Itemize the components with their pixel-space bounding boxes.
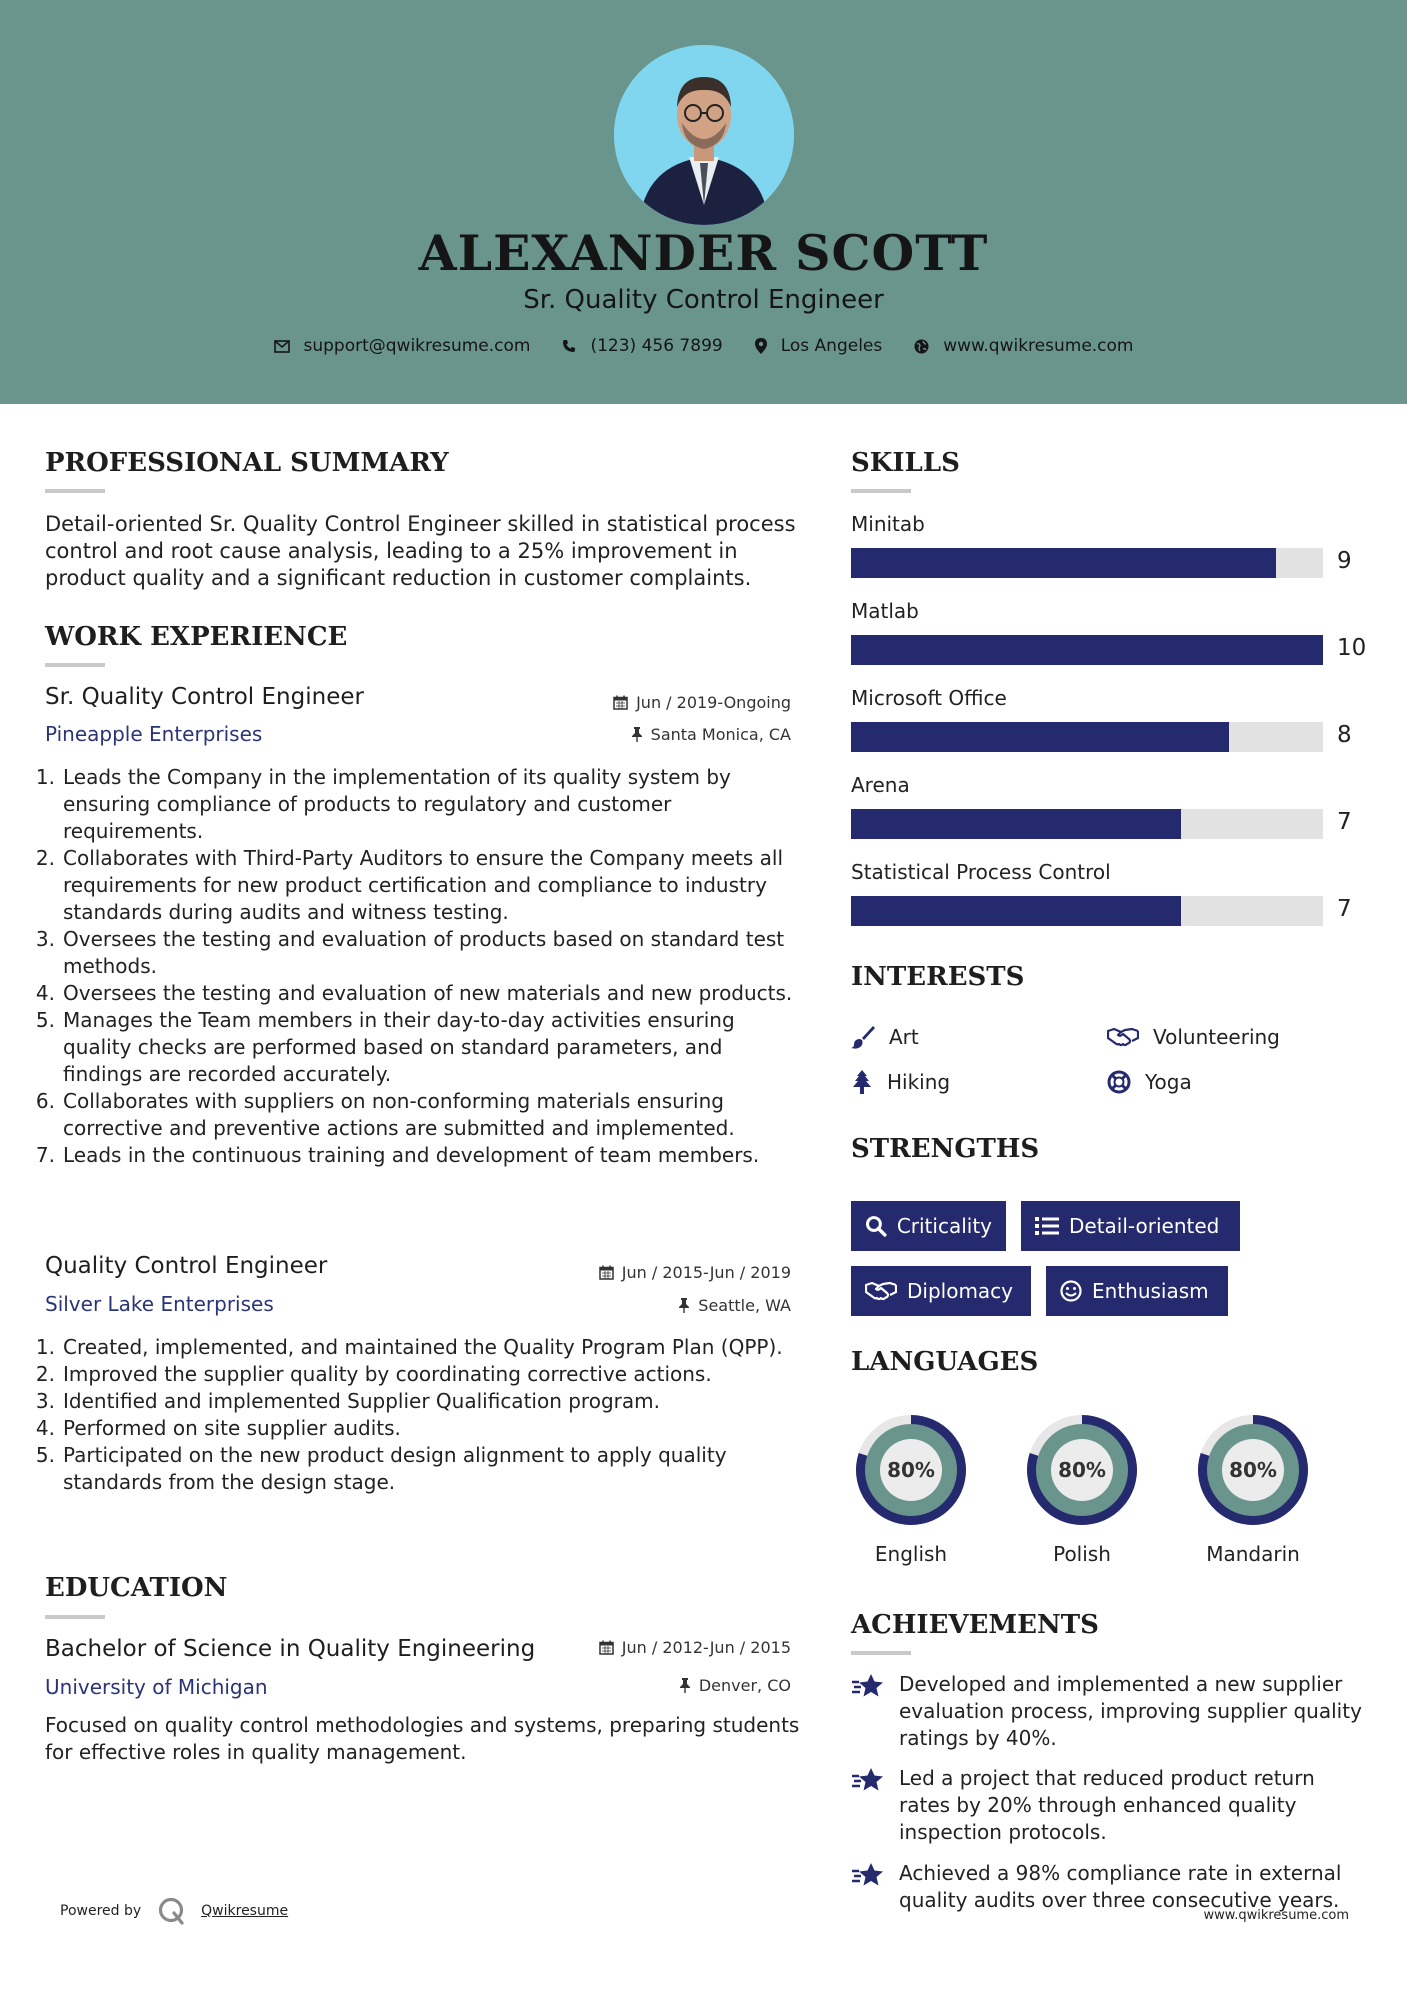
interest-label: Hiking (887, 1070, 951, 1094)
experience-heading: WORK EXPERIENCE (45, 622, 348, 652)
skill-label: Microsoft Office (851, 686, 1007, 710)
contact-email[interactable] (274, 336, 531, 356)
list-item: 1. Created, implemented, and maintained the Quality Program Plan (QPP). (35, 1335, 783, 1359)
strength-badge-enthusiasm (1046, 1266, 1228, 1316)
contact-website-text: www.qwikresume.com (943, 336, 1134, 356)
contact-location-text: Los Angeles (780, 336, 883, 356)
list-item: 7. Leads in the continuous training and development of team members. (35, 1143, 760, 1167)
language-name: Polish (1053, 1542, 1111, 1566)
job-2-company: Silver Lake Enterprises (45, 1292, 274, 1316)
list-item: 6. Collaborates with suppliers on non-conforming materials ensuring corrective and preventive actions are submitted and implemented. (35, 1089, 735, 1140)
profile-photo (614, 45, 794, 225)
calendar-icon (613, 695, 628, 710)
job-2-location-text: Seattle, WA (698, 1296, 791, 1315)
strength-label: Diplomacy (907, 1279, 1014, 1303)
interest-volunteering (1107, 1025, 1280, 1049)
language-ring-chart (1020, 1408, 1144, 1532)
paintbrush-icon (851, 1025, 875, 1049)
skill-label: Minitab (851, 512, 925, 536)
job-2-dates-text: Jun / 2015-Jun / 2019 (621, 1263, 791, 1282)
language-ring (1020, 1408, 1144, 1536)
list-item: 3. Identified and implemented Supplier Qualification program. (35, 1389, 660, 1413)
search-icon (865, 1215, 887, 1237)
education-description: Focused on quality control methodologies and systems, preparing students for effective roles in quality management. (45, 1713, 800, 1764)
job-1-title: Sr. Quality Control Engineer (45, 684, 364, 710)
strengths-heading: STRENGTHS (851, 1134, 1040, 1164)
footer-site[interactable]: www.qwikresume.com (1203, 1908, 1349, 1923)
strength-badge-criticality (851, 1201, 1006, 1251)
skills-heading: SKILLS (851, 448, 960, 478)
skill-bar-track (851, 722, 1323, 752)
powered-by-label: Powered by (60, 1903, 142, 1919)
education-location-text: Denver, CO (698, 1676, 791, 1695)
language-percent: 80% (1058, 1458, 1106, 1482)
avatar (614, 45, 794, 225)
skills-divider (851, 489, 911, 493)
skill-bar-fill (851, 896, 1181, 926)
candidate-name: ALEXANDER SCOTT (418, 224, 989, 282)
list-item: 2. Collaborates with Third-Party Auditors to ensure the Company meets all requirements for new product certification and compliance to industry standards during audits and witness testing. (35, 846, 784, 924)
tree-icon (851, 1070, 873, 1094)
language-name: Mandarin (1206, 1542, 1300, 1566)
handshake-icon (865, 1280, 897, 1302)
skill-bar-fill (851, 635, 1323, 665)
trophy-star-icon (851, 1673, 885, 1699)
job-1-dates-text: Jun / 2019-Ongoing (636, 693, 791, 712)
handshake-icon (1107, 1026, 1139, 1048)
contact-location (755, 336, 883, 356)
experience-divider (45, 663, 105, 667)
language-ring-chart (849, 1408, 973, 1532)
skill-bar-track (851, 809, 1323, 839)
skill-bar-track (851, 548, 1323, 578)
skill-label: Statistical Process Control (851, 860, 1111, 884)
list-item: 3. Oversees the testing and evaluation of products based on standard test methods. (35, 927, 785, 978)
summary-text: Detail-oriented Sr. Quality Control Engineer skilled in statistical process control and root cause analysis, leading to a 25% improvement in product quality and a significant reduction in customer complaints. (45, 512, 796, 590)
education-location (679, 1676, 791, 1695)
job-1-dates (613, 693, 791, 712)
school-name: University of Michigan (45, 1675, 268, 1699)
skill-value: 9 (1337, 548, 1352, 574)
interest-label: Art (889, 1025, 919, 1049)
lifebuoy-icon (1107, 1070, 1131, 1094)
education-dates-text: Jun / 2012-Jun / 2015 (621, 1638, 791, 1657)
strength-label: Criticality (896, 1214, 992, 1238)
job-1-company: Pineapple Enterprises (45, 722, 263, 746)
list-icon (1035, 1216, 1059, 1236)
skill-value: 8 (1337, 722, 1352, 748)
calendar-icon (599, 1640, 614, 1655)
header-banner (0, 0, 1407, 404)
achievement-item: Achieved a 98% compliance rate in external quality audits over three consecutive years. (851, 1860, 1371, 1914)
interest-yoga (1107, 1070, 1192, 1094)
interest-label: Volunteering (1153, 1025, 1280, 1049)
strength-label: Detail-oriented (1069, 1214, 1220, 1238)
list-item: 1. Leads the Company in the implementation of its quality system by ensuring compliance of products to regulatory and customer requirements. (35, 765, 731, 843)
list-item: 5. Manages the Team members in their day-to-day activities ensuring quality checks are performed based on standard parameters, and findings are recorded accurately. (35, 1008, 735, 1086)
candidate-title: Sr. Quality Control Engineer (523, 285, 884, 315)
skill-label: Matlab (851, 599, 919, 623)
pushpin-icon (679, 1678, 691, 1693)
skill-value: 10 (1337, 635, 1367, 661)
job-1-location-text: Santa Monica, CA (650, 725, 791, 744)
skill-value: 7 (1337, 896, 1352, 922)
job-2-location (678, 1296, 791, 1315)
pushpin-icon (678, 1298, 690, 1313)
job-2-dates (599, 1263, 791, 1282)
achievements-heading: ACHIEVEMENTS (851, 1610, 1099, 1640)
achievements-divider (851, 1651, 911, 1655)
skill-label: Arena (851, 773, 910, 797)
calendar-icon (599, 1265, 614, 1280)
contact-website[interactable] (914, 336, 1133, 356)
phone-icon (562, 339, 576, 353)
job-2-duties (35, 1334, 795, 1496)
achievement-item: Developed and implemented a new supplier evaluation process, improving supplier quality ratings by 40%. (851, 1671, 1371, 1752)
job-1-location (631, 725, 791, 744)
contact-phone-text: (123) 456 7899 (590, 336, 723, 356)
skill-bar-fill (851, 722, 1229, 752)
skill-bar-fill (851, 809, 1181, 839)
trophy-star-icon (851, 1767, 885, 1793)
smile-icon (1060, 1280, 1082, 1302)
list-item: 5. Participated on the new product design alignment to apply quality standards from the design stage. (35, 1443, 727, 1494)
interests-heading: INTERESTS (851, 962, 1025, 992)
globe-icon (914, 339, 929, 354)
language-ring (1191, 1408, 1315, 1536)
summary-heading: PROFESSIONAL SUMMARY (45, 448, 449, 478)
language-name: English (874, 1542, 948, 1566)
language-percent: 80% (1229, 1458, 1277, 1482)
strength-badge-detail-oriented (1021, 1201, 1240, 1251)
contact-email-text: support@qwikresume.com (303, 336, 531, 356)
qwikresume-link[interactable]: Qwikresume (201, 1903, 289, 1919)
envelope-icon (274, 340, 290, 353)
qwikresume-logo-icon (157, 1896, 187, 1926)
map-pin-icon (755, 338, 767, 354)
education-divider (45, 1615, 105, 1619)
language-percent: 80% (887, 1458, 935, 1482)
list-item: 4. Performed on site supplier audits. (35, 1416, 401, 1440)
skill-bar-track (851, 635, 1323, 665)
achievement-item: Led a project that reduced product return rates by 20% through enhanced quality inspection protocols. (851, 1765, 1371, 1846)
skill-value: 7 (1337, 809, 1352, 835)
job-2-title: Quality Control Engineer (45, 1253, 328, 1279)
education-heading: EDUCATION (45, 1573, 228, 1603)
interest-art (851, 1025, 919, 1049)
job-1-duties (35, 764, 795, 1169)
contact-phone[interactable] (562, 336, 722, 356)
contact-bar (0, 336, 1407, 356)
list-item: 2. Improved the supplier quality by coordinating corrective actions. (35, 1362, 712, 1386)
trophy-star-icon (851, 1862, 885, 1888)
languages-heading: LANGUAGES (851, 1347, 1039, 1377)
pushpin-icon (631, 727, 643, 742)
powered-by (60, 1896, 288, 1926)
strength-label: Enthusiasm (1092, 1279, 1209, 1303)
skill-bar-fill (851, 548, 1276, 578)
education-dates (599, 1638, 791, 1657)
language-ring-chart (1191, 1408, 1315, 1532)
summary-divider (45, 489, 105, 493)
interest-label: Yoga (1145, 1070, 1192, 1094)
language-ring (849, 1408, 973, 1536)
strength-badge-diplomacy (851, 1266, 1031, 1316)
degree-title: Bachelor of Science in Quality Engineering (45, 1636, 536, 1662)
interest-hiking (851, 1070, 950, 1094)
list-item: 4. Oversees the testing and evaluation of new materials and new products. (35, 981, 793, 1005)
skill-bar-track (851, 896, 1323, 926)
